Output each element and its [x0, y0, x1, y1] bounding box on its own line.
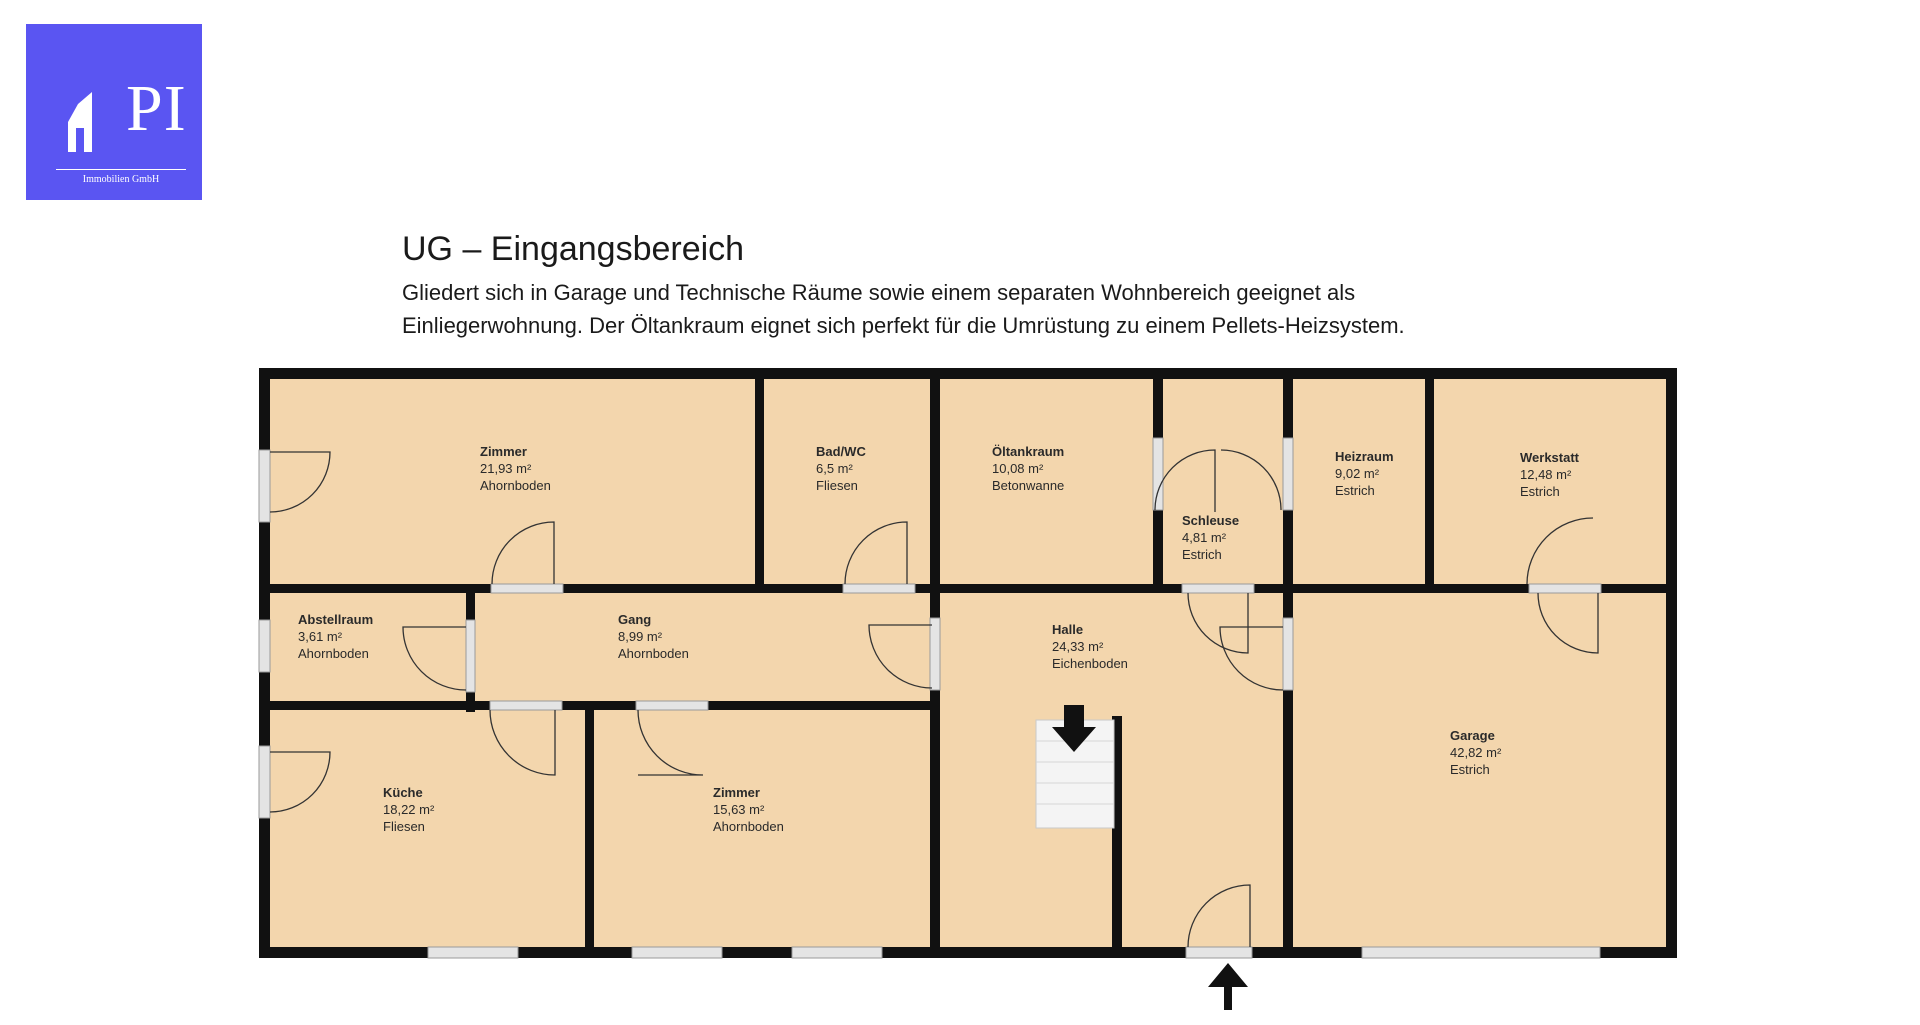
room-label-zimmer-1: Zimmer 21,93 m² Ahornboden	[480, 444, 551, 493]
wall	[585, 706, 594, 949]
window	[792, 947, 882, 958]
logo-letters: PI	[126, 72, 187, 145]
room-label-werkstatt: Werkstatt 12,48 m² Estrich	[1520, 450, 1580, 499]
room-label-kueche: Küche 18,22 m² Fliesen	[383, 785, 435, 834]
room-label-gang: Gang 8,99 m² Ahornboden	[618, 612, 689, 661]
room-label-schleuse: Schleuse 4,81 m² Estrich	[1182, 513, 1240, 562]
wall	[755, 378, 764, 588]
room-label-zimmer-2: Zimmer 15,63 m² Ahornboden	[713, 785, 784, 834]
room-label-abstellraum: Abstellraum 3,61 m² Ahornboden	[298, 612, 374, 661]
door-opening	[1529, 584, 1601, 593]
door-opening	[1283, 438, 1293, 510]
logo-subtitle: Immobilien GmbH	[82, 174, 160, 185]
door-opening	[1153, 438, 1163, 510]
door-opening	[930, 618, 940, 690]
window	[259, 746, 270, 818]
description-line-1: Gliedert sich in Garage und Technische Räume sowie einem separaten Wohnbereich geeignet als	[402, 280, 1356, 305]
outer-wall-right	[1666, 368, 1677, 958]
window	[428, 947, 518, 958]
door-opening	[1283, 618, 1293, 690]
door-opening	[1186, 947, 1252, 958]
wall	[1425, 378, 1434, 588]
room-label-halle: Halle 24,33 m² Eichenboden	[1052, 622, 1128, 671]
description-line-2: Einliegerwohnung. Der Öltankraum eignet sich perfekt für die Umrüstung zu einem Pellets-Heizsystem.	[402, 313, 1405, 338]
room-label-oeltankraum: Öltankraum 10,08 m² Betonwanne	[992, 444, 1065, 493]
outer-wall-top	[259, 368, 1677, 379]
door-opening	[843, 584, 915, 593]
window	[632, 947, 722, 958]
door-opening	[636, 701, 708, 710]
wall	[262, 584, 1673, 593]
door-opening	[491, 584, 563, 593]
room-label-bad-wc: Bad/WC 6,5 m² Fliesen	[816, 444, 866, 493]
staircase	[1036, 705, 1114, 828]
room-label-heizraum: Heizraum 9,02 m² Estrich	[1335, 449, 1394, 498]
door-opening	[490, 701, 562, 710]
window	[259, 450, 270, 522]
window	[259, 620, 270, 672]
door-opening	[466, 620, 475, 692]
door-opening	[1182, 584, 1254, 593]
garage-door	[1362, 947, 1600, 958]
room-label-garage: Garage 42,82 m² Estrich	[1450, 728, 1502, 777]
page-title: UG – Eingangsbereich	[402, 230, 745, 268]
entrance-arrow-icon	[1208, 963, 1248, 1010]
wall	[262, 701, 930, 710]
